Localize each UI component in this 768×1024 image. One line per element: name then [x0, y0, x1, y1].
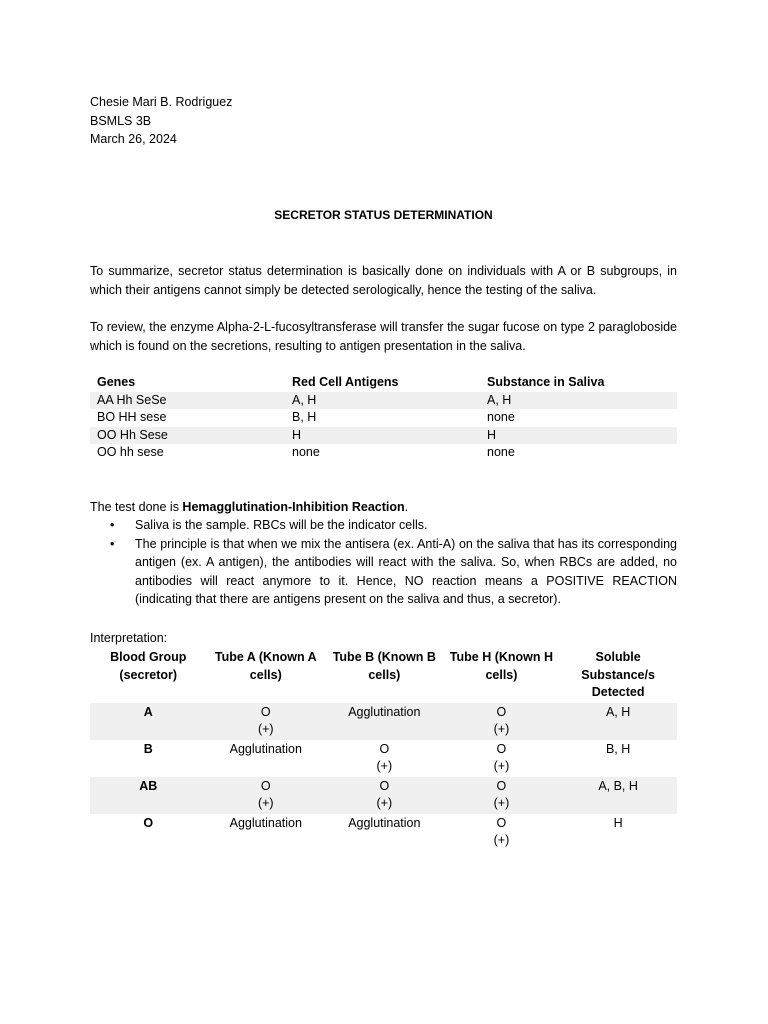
cell-line: (+)	[493, 759, 510, 773]
red-cell-antigens-header: Red Cell Antigens	[292, 375, 399, 389]
cell-line: (+)	[257, 796, 274, 810]
bullet-icon: •	[110, 536, 115, 551]
list-item	[90, 535, 677, 609]
cell-line: (+)	[257, 722, 274, 736]
tube-h-header: Tube H (Known H cells)	[449, 650, 554, 682]
document-title: SECRETOR STATUS DETERMINATION	[274, 208, 493, 222]
cell-line: O	[260, 778, 271, 793]
blood-group-cell: B	[143, 741, 153, 756]
table-cell	[444, 703, 560, 740]
table-cell: none	[487, 445, 515, 459]
table-cell: H	[613, 815, 623, 830]
table-row	[90, 427, 677, 445]
cell-line: Agglutination	[229, 815, 302, 830]
table-cell: H	[487, 427, 497, 442]
test-suffix: .	[404, 500, 409, 514]
cell-line: (+)	[493, 833, 510, 847]
table-cell	[444, 814, 560, 851]
bullet-text: The principle is that when we mix the antisera (ex. Anti-A) on the saliva that has its corresponding antigen (ex. A antigen), the antibodies will react with the saliva. So, when RBCs are added, no antibodies will react anymore to it. Hence, NO reaction means a POSITIVE REACTION (indicating that there are antigens present on the saliva and thus, a secretor).	[135, 536, 677, 606]
table-row	[90, 409, 677, 427]
table-cell: none	[487, 410, 515, 424]
cell-line: O	[496, 815, 507, 830]
genes-table-header-row	[90, 374, 677, 392]
table-cell: H	[292, 427, 302, 442]
test-statement	[90, 498, 408, 517]
cell-line: (+)	[493, 722, 510, 736]
table-row	[90, 444, 677, 462]
author-header	[90, 93, 232, 149]
cell-line: O	[260, 704, 271, 719]
table-row	[90, 777, 677, 814]
table-cell	[325, 703, 444, 740]
tube-a-header: Tube A (Known A cells)	[214, 650, 317, 682]
genes-table	[90, 374, 677, 462]
table-cell: B, H	[292, 410, 317, 424]
table-row	[90, 392, 677, 410]
table-cell	[207, 703, 326, 740]
table-cell	[444, 777, 560, 814]
cell-line: (+)	[376, 796, 393, 810]
cell-line: (+)	[493, 796, 510, 810]
blood-group-cell: O	[143, 815, 154, 830]
interpretation-table	[90, 648, 677, 851]
test-bullet-list	[90, 516, 677, 609]
interpretation-header-row	[90, 648, 677, 703]
cell-line: Agglutination	[348, 704, 421, 719]
genes-header: Genes	[97, 375, 136, 389]
table-cell: A, H	[559, 703, 677, 740]
interpretation-label: Interpretation:	[90, 631, 168, 645]
cell-line: O	[379, 778, 390, 793]
table-cell: A, B, H	[559, 777, 677, 814]
tube-b-header: Tube B (Known B cells)	[332, 650, 436, 682]
test-name: Hemagglutination-Inhibition Reaction	[182, 500, 405, 514]
table-cell	[207, 777, 326, 814]
table-cell	[325, 814, 444, 851]
table-cell	[325, 740, 444, 777]
table-cell	[325, 777, 444, 814]
substance-in-saliva-header: Substance in Saliva	[487, 375, 605, 389]
blood-group-header: Blood Group (secretor)	[110, 650, 187, 682]
table-cell	[444, 740, 560, 777]
test-prefix: The test done is	[90, 500, 183, 514]
table-row	[90, 703, 677, 740]
review-paragraph: To review, the enzyme Alpha-2-L-fucosyltransferase will transfer the sugar fucose on type 2 paragloboside which is found on the secretions, resulting to antigen presentation in the saliva.	[90, 320, 677, 353]
cell-line: Agglutination	[348, 815, 421, 830]
table-cell	[207, 814, 326, 851]
table-cell: A, H	[487, 392, 512, 407]
summary-paragraph: To summarize, secretor status determination is basically done on individuals with A or B subgroups, in which their antigens cannot simply be detected serologically, hence the testing of the saliva.	[90, 264, 677, 297]
blood-group-cell: AB	[90, 777, 207, 814]
table-cell: none	[292, 445, 320, 459]
blood-group-cell: A	[90, 703, 207, 740]
table-cell: B, H	[605, 741, 631, 756]
table-cell: BO HH sese	[97, 410, 167, 424]
cell-line: O	[496, 741, 507, 756]
cell-line: O	[496, 778, 507, 793]
table-row	[90, 814, 677, 851]
cell-line: Agglutination	[229, 741, 302, 756]
table-row	[90, 740, 677, 777]
table-cell: AA Hh SeSe	[97, 392, 167, 407]
bullet-icon: •	[110, 518, 115, 532]
table-cell: OO hh sese	[97, 445, 164, 459]
cell-line: (+)	[376, 759, 393, 773]
list-item	[90, 516, 677, 535]
table-cell: A, H	[292, 392, 317, 407]
cell-line: O	[496, 704, 507, 719]
cell-line: O	[379, 741, 390, 756]
bullet-text: Saliva is the sample. RBCs will be the indicator cells.	[135, 518, 428, 532]
soluble-substance-header: Soluble Substance/s Detected	[581, 650, 655, 699]
table-cell: OO Hh Sese	[97, 427, 168, 442]
table-cell	[207, 740, 326, 777]
author-name: Chesie Mari B. Rodriguez	[90, 95, 233, 109]
author-section: BSMLS 3B	[90, 113, 152, 128]
document-date: March 26, 2024	[90, 132, 177, 146]
